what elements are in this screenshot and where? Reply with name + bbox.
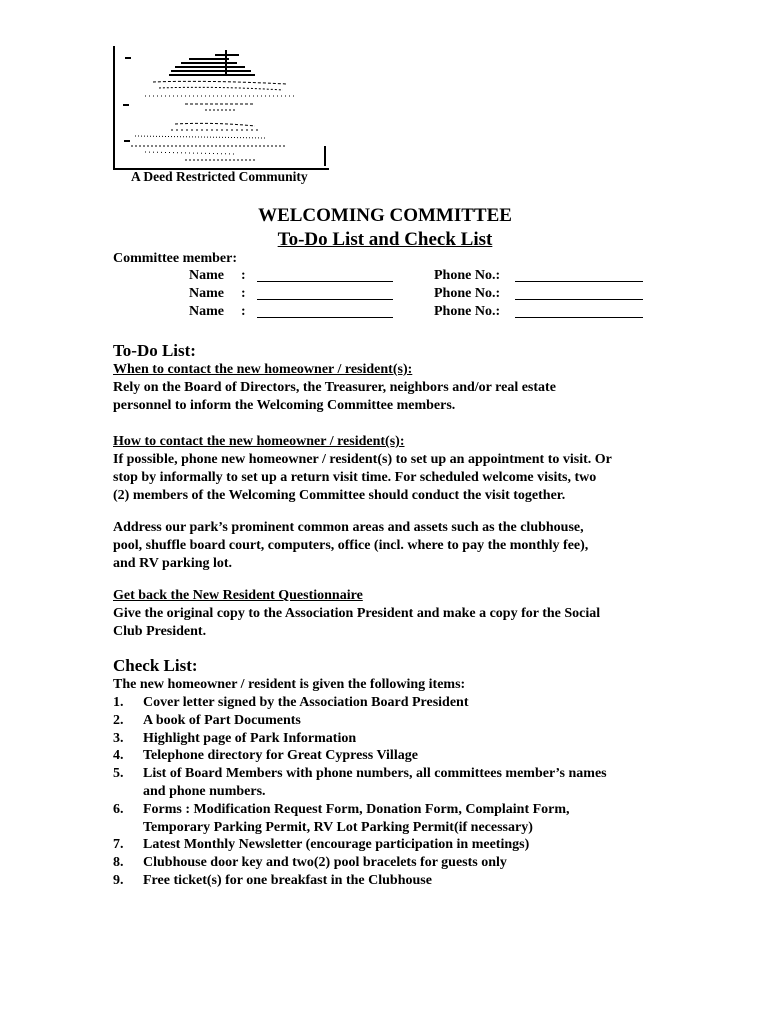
checklist-item (113, 712, 673, 730)
address-section (113, 519, 673, 573)
when-line: Rely on the Board of Directors, the Treasurer, neighbors and/or real estate (113, 380, 556, 395)
phone-label: Phone No.: (434, 268, 501, 283)
name-row-3 (189, 304, 399, 322)
phone-row-3 (434, 304, 646, 322)
how-line: If possible, phone new homeowner / resident(s) to set up an appointment to visit. Or (113, 452, 612, 467)
questionnaire-heading: Get back the New Resident Questionnaire (113, 588, 363, 603)
phone-field-3[interactable] (515, 317, 643, 318)
checklist-item (113, 730, 673, 748)
checklist-item-number: 6. (113, 801, 124, 817)
address-line: Address our park’s prominent common areas and assets such as the clubhouse, (113, 520, 584, 535)
address-line: and RV parking lot. (113, 556, 233, 571)
checklist-item (113, 694, 673, 712)
checklist-item-text: and phone numbers. (143, 783, 266, 799)
checklist-item-text: Latest Monthly Newsletter (encourage participation in meetings) (143, 837, 530, 853)
how-line: (2) members of the Welcoming Committee should conduct the visit together. (113, 488, 566, 503)
how-line: stop by informally to set up a return visit time. For scheduled welcome visits, two (113, 470, 597, 485)
checklist-item (113, 765, 673, 801)
checklist-item-text: Cover letter signed by the Association Board President (143, 695, 469, 710)
questionnaire-section (113, 587, 673, 641)
name-field-2[interactable] (257, 299, 393, 300)
questionnaire-line: Give the original copy to the Association President and make a copy for the Social (113, 606, 601, 621)
address-line: pool, shuffle board court, computers, office (incl. where to pay the monthly fee), (113, 538, 589, 553)
name-colon: : (241, 304, 246, 319)
checklist-item-number: 2. (113, 712, 124, 728)
questionnaire-line: Club President. (113, 624, 207, 639)
checklist-item-text: Telephone directory for Great Cypress Village (143, 748, 418, 764)
checklist-item (113, 872, 673, 890)
checklist-items (113, 694, 673, 890)
checklist-item-number: 5. (113, 766, 124, 782)
when-heading: When to contact the new homeowner / resident(s): (113, 362, 413, 377)
checklist-item-number: 1. (113, 695, 124, 710)
checklist-item-number: 4. (113, 748, 124, 764)
checklist-item-text: Clubhouse door key and two(2) pool bracelets for guests only (143, 855, 507, 871)
document-subtitle: To-Do List and Check List (277, 229, 493, 250)
name-label: Name (189, 268, 224, 283)
todo-heading: To-Do List: (113, 341, 196, 360)
logo-caption: A Deed Restricted Community (131, 169, 308, 184)
phone-field-2[interactable] (515, 299, 643, 300)
checklist-item (113, 836, 673, 854)
name-row-2 (189, 286, 399, 304)
how-heading: How to contact the new homeowner / resident(s): (113, 434, 405, 449)
checklist-item-text: Highlight page of Park Information (143, 730, 357, 746)
name-colon: : (241, 268, 246, 283)
name-colon: : (241, 286, 246, 301)
checklist-item-text: Free ticket(s) for one breakfast in the Clubhouse (143, 872, 432, 888)
name-label: Name (189, 286, 224, 301)
phone-row-1 (434, 268, 646, 286)
name-label: Name (189, 304, 224, 319)
checklist-intro (113, 676, 673, 694)
checklist-intro-text: The new homeowner / resident is given the following items: (113, 677, 466, 692)
checklist-item-number: 3. (113, 730, 124, 746)
when-section (113, 361, 673, 415)
checklist-item (113, 801, 673, 837)
name-field-1[interactable] (257, 281, 393, 282)
when-line: personnel to inform the Welcoming Committee members. (113, 398, 456, 413)
phone-field-1[interactable] (515, 281, 643, 282)
checklist-item-text: List of Board Members with phone numbers, all committees member’s names (143, 766, 607, 782)
checklist-item (113, 854, 673, 872)
checklist-item-number: 8. (113, 855, 124, 871)
phone-row-2 (434, 286, 646, 304)
committee-member-label: Committee member: (113, 251, 237, 266)
checklist-heading: Check List: (113, 656, 198, 675)
phone-label: Phone No.: (434, 286, 501, 301)
checklist-item-text: Temporary Parking Permit, RV Lot Parking Permit(if necessary) (143, 819, 533, 835)
checklist-item-number: 7. (113, 837, 124, 853)
name-row-1 (189, 268, 399, 286)
how-section (113, 433, 673, 505)
checklist-item-text: Forms : Modification Request Form, Donation Form, Complaint Form, (143, 801, 570, 817)
document-title: WELCOMING COMMITTEE (258, 205, 512, 226)
checklist-item (113, 747, 673, 765)
checklist-item-text: A book of Part Documents (143, 712, 301, 728)
checklist-item-number: 9. (113, 872, 124, 888)
community-logo (113, 46, 329, 170)
name-field-3[interactable] (257, 317, 393, 318)
logo-artwork-icon (115, 46, 329, 168)
phone-label: Phone No.: (434, 304, 501, 319)
